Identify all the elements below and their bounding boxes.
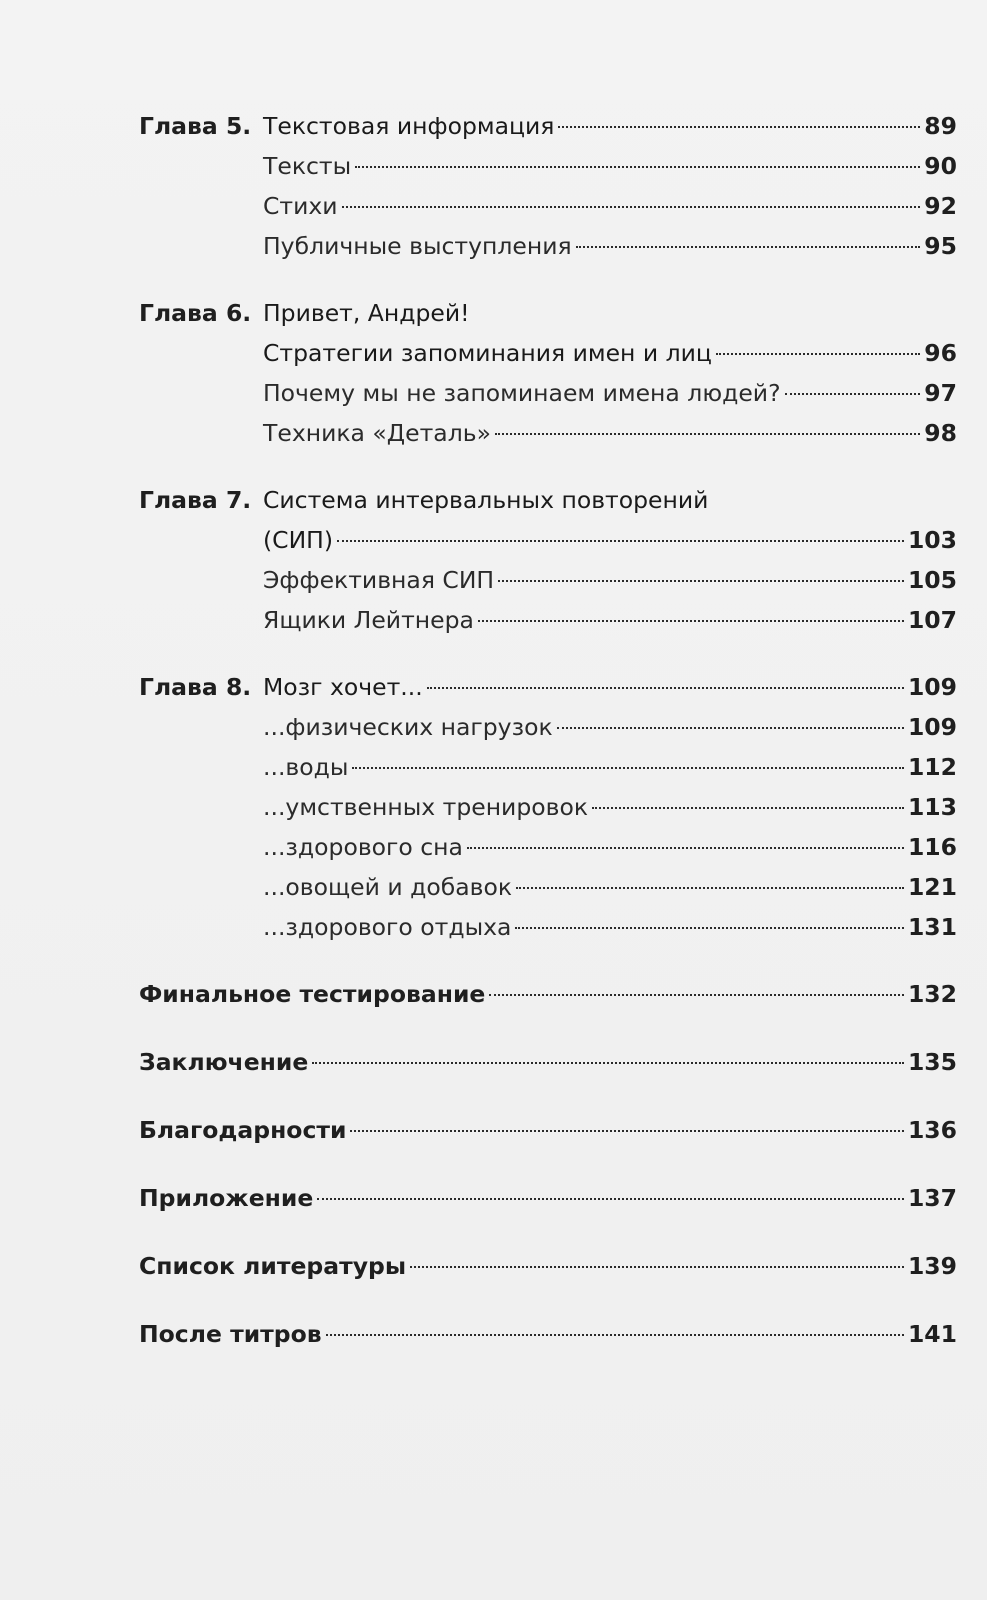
- section-bibliography: [139, 1246, 957, 1286]
- page-number: 96: [924, 339, 957, 367]
- page-number: 103: [907, 526, 957, 554]
- dot-leader: [337, 540, 904, 542]
- page-number: 116: [907, 833, 957, 861]
- section-title: Список литературы: [139, 1252, 407, 1280]
- toc-entry: [139, 480, 957, 520]
- dot-leader: [489, 994, 904, 996]
- dot-leader: [410, 1266, 904, 1268]
- page-number: 132: [907, 980, 957, 1008]
- chapter-label: Глава 6.: [139, 299, 252, 327]
- dot-leader: [498, 580, 904, 582]
- page-number: 109: [907, 673, 957, 701]
- dot-leader: [350, 1130, 903, 1132]
- page-number: 107: [907, 606, 957, 634]
- entry-title: Мозг хочет...: [263, 673, 423, 701]
- page-number: 121: [907, 873, 957, 901]
- page-number: 113: [907, 793, 957, 821]
- section-acknowledgements: [139, 1110, 957, 1150]
- dot-leader: [785, 393, 921, 395]
- section-final-test: [139, 974, 957, 1014]
- page-number: 136: [907, 1116, 957, 1144]
- toc-entry: [139, 1110, 957, 1150]
- entry-title: Эффективная СИП: [263, 566, 495, 594]
- toc-entry: [139, 747, 957, 787]
- entry-title: ...здорового отдыха: [263, 913, 512, 941]
- page-number: 131: [907, 913, 957, 941]
- toc-entry: [139, 520, 957, 560]
- page-number: 95: [924, 232, 957, 260]
- toc-entry: [139, 667, 957, 707]
- entry-title: ...овощей и добавок: [263, 873, 513, 901]
- section-appendix: [139, 1178, 957, 1218]
- page-number: 105: [907, 566, 957, 594]
- dot-leader: [427, 687, 904, 689]
- page-number: 141: [907, 1320, 957, 1348]
- entry-title: Ящики Лейтнера: [263, 606, 474, 634]
- toc-entry: [139, 1314, 957, 1354]
- dot-leader: [557, 727, 904, 729]
- dot-leader: [592, 807, 904, 809]
- entry-title: Публичные выступления: [263, 232, 572, 260]
- page-number: 135: [907, 1048, 957, 1076]
- entry-title: Стратегии запоминания имен и лиц: [263, 339, 712, 367]
- chapter-label: Глава 8.: [139, 673, 252, 701]
- dot-leader: [326, 1334, 904, 1336]
- dot-leader: [317, 1198, 904, 1200]
- toc-entry: [139, 413, 957, 453]
- toc-entry: [139, 333, 957, 373]
- section-title: Финальное тестирование: [139, 980, 486, 1008]
- entry-title: (СИП): [263, 526, 333, 554]
- section-after-credits: [139, 1314, 957, 1354]
- dot-leader: [342, 206, 921, 208]
- entry-title: Техника «Деталь»: [263, 419, 491, 447]
- toc-entry: [139, 827, 957, 867]
- section-title: Заключение: [139, 1048, 309, 1076]
- page-number: 109: [907, 713, 957, 741]
- page-number: 90: [924, 152, 957, 180]
- dot-leader: [478, 620, 904, 622]
- page-number: 137: [907, 1184, 957, 1212]
- entry-title: Почему мы не запоминаем имена людей?: [263, 379, 781, 407]
- dot-leader: [312, 1062, 904, 1064]
- page-number: 112: [907, 753, 957, 781]
- dot-leader: [558, 126, 920, 128]
- toc-entry: [139, 1042, 957, 1082]
- dot-leader: [516, 887, 904, 889]
- toc-entry: [139, 106, 957, 146]
- toc-entry: [139, 186, 957, 226]
- entry-title: ...физических нагрузок: [263, 713, 553, 741]
- page-number: 89: [924, 112, 957, 140]
- toc-entry: [139, 1178, 957, 1218]
- chapter-label: Глава 7.: [139, 486, 252, 514]
- toc-entry: [139, 867, 957, 907]
- dot-leader: [515, 927, 904, 929]
- page-number: 139: [907, 1252, 957, 1280]
- toc-entry: [139, 560, 957, 600]
- toc-entry: [139, 707, 957, 747]
- section-title: Приложение: [139, 1184, 314, 1212]
- entry-title: ...умственных тренировок: [263, 793, 589, 821]
- section-title: После титров: [139, 1320, 322, 1348]
- chapter-5: [139, 106, 957, 266]
- entry-title: Тексты: [263, 152, 352, 180]
- page-number: 97: [924, 379, 957, 407]
- toc-entry: [139, 226, 957, 266]
- dot-leader: [355, 166, 920, 168]
- chapter-title: Привет, Андрей!: [263, 299, 470, 327]
- toc-entry: [139, 787, 957, 827]
- page-number: 92: [924, 192, 957, 220]
- toc-entry: [139, 600, 957, 640]
- chapter-8: [139, 667, 957, 947]
- dot-leader: [716, 353, 920, 355]
- chapter-title: Система интервальных повторений: [263, 486, 709, 514]
- chapter-7: [139, 480, 957, 640]
- entry-title: Стихи: [263, 192, 338, 220]
- entry-title: ...здорового сна: [263, 833, 463, 861]
- dot-leader: [467, 847, 904, 849]
- entry-title: ...воды: [263, 753, 349, 781]
- toc-entry: [139, 974, 957, 1014]
- section-conclusion: [139, 1042, 957, 1082]
- dot-leader: [576, 246, 921, 248]
- toc-entry: [139, 146, 957, 186]
- chapter-label: Глава 5.: [139, 112, 252, 140]
- dot-leader: [352, 767, 903, 769]
- toc-entry: [139, 293, 957, 333]
- entry-title: Текстовая информация: [263, 112, 555, 140]
- dot-leader: [495, 433, 920, 435]
- toc-entry: [139, 1246, 957, 1286]
- toc-entry: [139, 907, 957, 947]
- table-of-contents: [139, 106, 957, 1382]
- section-title: Благодарности: [139, 1116, 347, 1144]
- page-number: 98: [924, 419, 957, 447]
- toc-entry: [139, 373, 957, 413]
- chapter-6: [139, 293, 957, 453]
